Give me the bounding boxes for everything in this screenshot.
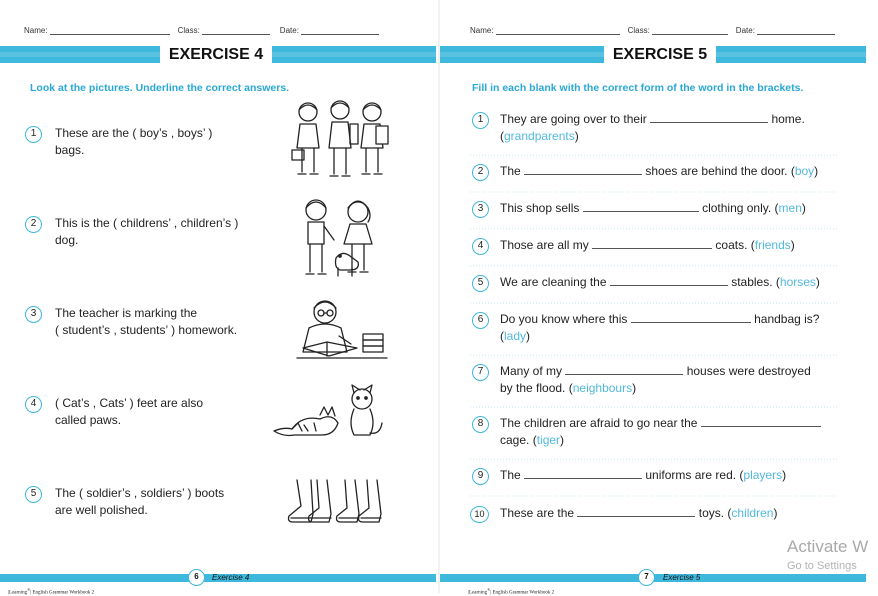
hint-word-10: children <box>731 506 774 520</box>
q4-before: Those are all my <box>500 238 589 252</box>
q2-before: The <box>500 164 521 178</box>
two-cats-illustration <box>270 385 388 443</box>
q6-after: handbag is? <box>754 312 820 326</box>
credit-book-title: English Grammar Workbook 2 <box>31 590 95 596</box>
teacher-marking-books-illustration <box>283 296 391 364</box>
q5-close: ) <box>815 275 820 289</box>
q3-after: clothing only. ( <box>702 201 779 215</box>
q8-before: The children are afraid to go near the <box>500 416 698 430</box>
page-number: 7 <box>638 569 655 586</box>
go-to-settings-watermark[interactable]: Go to Settings <box>787 560 857 572</box>
q3-close: ) <box>801 201 806 215</box>
question-3-text <box>55 305 237 339</box>
question-number-4: 4 <box>25 396 42 413</box>
question-1-text <box>55 125 212 159</box>
footer-exercise-label: Exercise 5 <box>663 573 701 582</box>
question-5-line2: are well polished. <box>55 503 148 517</box>
credit-brand: Learning <box>9 590 28 596</box>
q7-open: by the flood. ( <box>500 381 573 395</box>
three-boys-with-bags-illustration <box>290 98 390 184</box>
question-2-line1: This is the ( childrens’ , children’s ) <box>55 216 239 230</box>
question-number-9: 9 <box>472 468 489 485</box>
q7-after: houses were destroyed <box>686 364 811 378</box>
hint-word-5: horses <box>779 275 816 289</box>
question-number-4: 4 <box>472 238 489 255</box>
hint-word-1: grandparents <box>504 129 575 143</box>
exercise-title: EXERCISE 4 <box>160 45 272 64</box>
children-with-dog-illustration <box>296 196 384 282</box>
question-1-line1: These are the ( boy’s , boys’ ) <box>55 126 213 140</box>
hint-word-9: players <box>743 468 783 482</box>
q4-after: coats. ( <box>715 238 755 252</box>
q8-close: ) <box>560 433 565 447</box>
q1-close: ) <box>574 129 579 143</box>
q3-before: This shop sells <box>500 201 580 215</box>
q1-open: ( <box>500 129 504 143</box>
header-fields <box>24 26 379 35</box>
question-number-3: 3 <box>25 306 42 323</box>
instruction-text: Fill in each blank with the correct form of the word in the brackets. <box>472 82 804 94</box>
footer-credit: |Learning®| English Grammar Workbook 2 <box>468 587 555 596</box>
q2-after: shoes are behind the door. ( <box>645 164 795 178</box>
hint-word-3: men <box>778 201 802 215</box>
credit-book-title: English Grammar Workbook 2 <box>491 590 555 596</box>
q9-before: The <box>500 468 521 482</box>
question-number-1: 1 <box>472 112 489 129</box>
credit-brand: Learning <box>469 590 488 596</box>
q8-open: cage. ( <box>500 433 537 447</box>
hint-word-7: neighbours <box>572 381 633 395</box>
question-2-line2: dog. <box>55 233 79 247</box>
question-4-line1: ( Cat’s , Cats’ ) feet are also <box>55 396 204 410</box>
q6-before: Do you know where this <box>500 312 628 326</box>
q5-after: stables. ( <box>731 275 780 289</box>
question-number-6: 6 <box>472 312 489 329</box>
hint-word-2: boy <box>794 164 815 178</box>
credit-registered-mark: ® <box>27 587 31 592</box>
question-number-7: 7 <box>472 364 489 381</box>
question-number-8: 8 <box>472 416 489 433</box>
hint-word-8: tiger <box>536 433 561 447</box>
soldiers-boots-illustration <box>283 478 393 528</box>
page-number: 6 <box>188 569 205 586</box>
q7-before: Many of my <box>500 364 563 378</box>
footer-credit: |Learning®| English Grammar Workbook 2 <box>8 587 95 596</box>
date-label: Date: <box>279 26 299 35</box>
question-2-text <box>55 215 238 249</box>
q9-after: uniforms are red. ( <box>645 468 744 482</box>
activate-windows-watermark: Activate W <box>787 537 869 556</box>
question-3-line2: ( student’s , students’ ) homework. <box>55 323 238 337</box>
q2-close: ) <box>814 164 819 178</box>
q10-after: toys. ( <box>698 506 732 520</box>
class-field[interactable] <box>178 26 270 35</box>
exercise-title: EXERCISE 5 <box>604 45 716 64</box>
instruction-text: Look at the pictures. Underline the correct answers. <box>30 82 290 94</box>
question-number-1: 1 <box>25 126 42 143</box>
question-number-5: 5 <box>25 486 42 503</box>
q7-close: ) <box>632 381 637 395</box>
q6-close: ) <box>526 329 531 343</box>
q5-before: We are cleaning the <box>500 275 607 289</box>
footer-exercise-label: Exercise 4 <box>212 573 250 582</box>
question-number-3: 3 <box>472 201 489 218</box>
q6-open: ( <box>500 329 504 343</box>
question-4-line2: called paws. <box>55 413 122 427</box>
date-label: Date: <box>735 26 755 35</box>
question-number-5: 5 <box>472 275 489 292</box>
question-5-line1: The ( soldier’s , soldiers’ ) boots <box>55 486 225 500</box>
question-separators <box>470 0 840 540</box>
question-number-2: 2 <box>25 216 42 233</box>
question-5-text <box>55 485 224 519</box>
name-field[interactable] <box>24 26 170 35</box>
q10-close: ) <box>773 506 778 520</box>
class-label: Class: <box>627 26 650 35</box>
q4-close: ) <box>790 238 795 252</box>
hint-word-6: lady <box>504 329 527 343</box>
credit-registered-mark: ® <box>487 587 491 592</box>
q9-close: ) <box>782 468 787 482</box>
question-3-line1: The teacher is marking the <box>55 306 198 320</box>
q10-before: These are the <box>500 506 575 520</box>
question-4-text <box>55 395 203 429</box>
question-number-10: 10 <box>470 506 489 523</box>
class-label: Class: <box>177 26 200 35</box>
left-page-exercise-4 <box>0 0 438 596</box>
hint-word-4: friends <box>754 238 791 252</box>
date-field[interactable] <box>280 26 379 35</box>
name-label: Name: <box>470 26 494 35</box>
q1-after: home. <box>771 112 805 126</box>
q1-before: They are going over to their <box>500 112 647 126</box>
question-1-line2: bags. <box>55 143 85 157</box>
name-label: Name: <box>24 26 48 35</box>
question-number-2: 2 <box>472 164 489 181</box>
